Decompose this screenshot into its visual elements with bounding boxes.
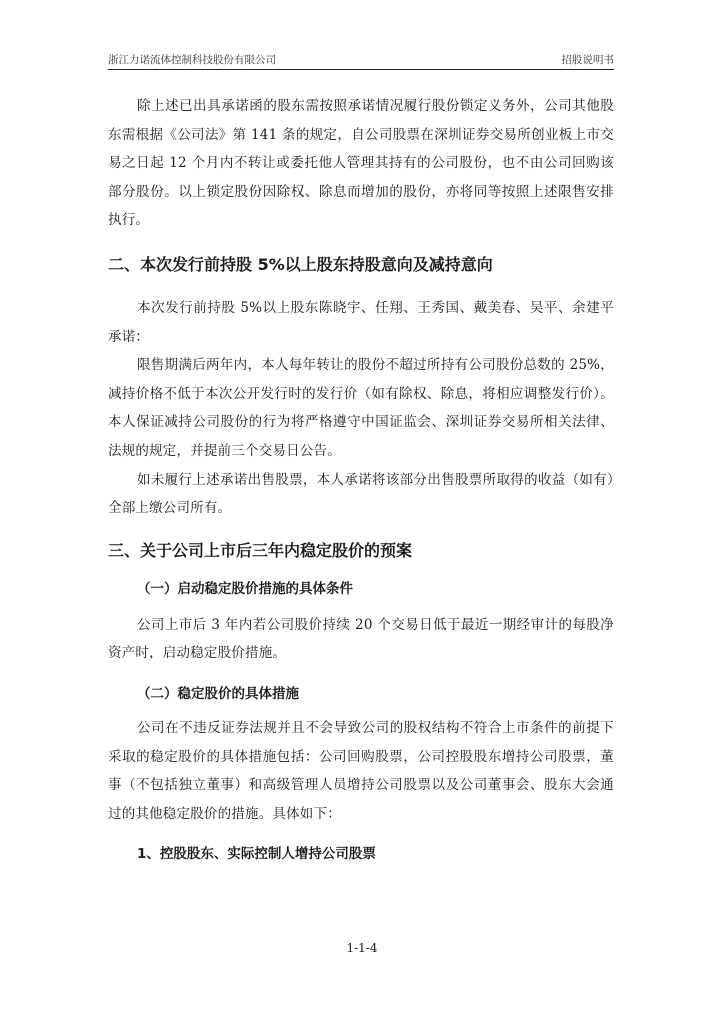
paragraph-reduction-terms: 限售期满后两年内，本人每年转让的股份不超过所持有公司股份总数的 25%，减持价格不低于本次公开发行时的发行价（如有除权、除息，将相应调整发行价）。本人保证减持公司股份的行为将严格遵守中国证监会、深圳证券交易所相关法律、法规的规定，并提前三个交易日公告。 <box>108 357 614 459</box>
subsection-heading-trigger-conditions: （一）启动稳定股价措施的具体条件 <box>137 580 353 597</box>
paragraph-measures: 公司在不违反证券法规并且不会导致公司的股权结构不符合上市条件的前提下采取的稳定股价的具体措施包括：公司回购股票，公司控股股东增持公司股票，董事（不包括独立董事）和高级管理人员增持公司股票以及公司董事会、股东大会通过的其他稳定股价的措施。具体如下： <box>108 719 614 822</box>
subsection-heading-measures: （二）稳定股价的具体措施 <box>137 685 299 702</box>
page-number: 1-1-4 <box>346 941 378 955</box>
paragraph-trigger-conditions: 公司上市后 3 年内若公司股价持续 20 个交易日低于最近一期经审计的每股净资产时，启动稳定股价措施。 <box>108 616 614 662</box>
page-body <box>108 92 614 866</box>
paragraph-shareholder-commitment: 本次发行前持股 5%以上股东陈晓宇、任翔、王秀国、戴美春、吴平、余建平承诺： <box>108 299 614 345</box>
paragraph-proceeds-forfeit: 如未履行上述承诺出售股票，本人承诺将该部分出售股票所取得的收益（如有）全部上缴公司所有。 <box>108 471 614 517</box>
subsection-heading-controlling-shareholder-increase: 1、控股股东、实际控制人增持公司股票 <box>137 846 376 863</box>
section-heading-shareholding-intent: 二、本次发行前持股 5%以上股东持股意向及减持意向 <box>108 254 493 274</box>
page-header <box>108 49 614 70</box>
section-heading-price-stabilization: 三、关于公司上市后三年内稳定股价的预案 <box>108 540 413 560</box>
header-company-name: 浙江力诺流体控制科技股份有限公司 <box>108 54 276 66</box>
header-document-type: 招股说明书 <box>561 54 614 66</box>
paragraph-share-lockup: 除上述已出具承诺函的股东需按照承诺情况履行股份锁定义务外，公司其他股东需根据《公司法》第 141 条的规定，自公司股票在深圳证券交易所创业板上市交易之日起 12 个月内不转让或委托他人管理其持有的公司股份，也不由公司回购该部分股份。以上锁定股份因除权、除息而增加的股份，亦将同等按照上述限售安排执行。 <box>108 98 614 229</box>
